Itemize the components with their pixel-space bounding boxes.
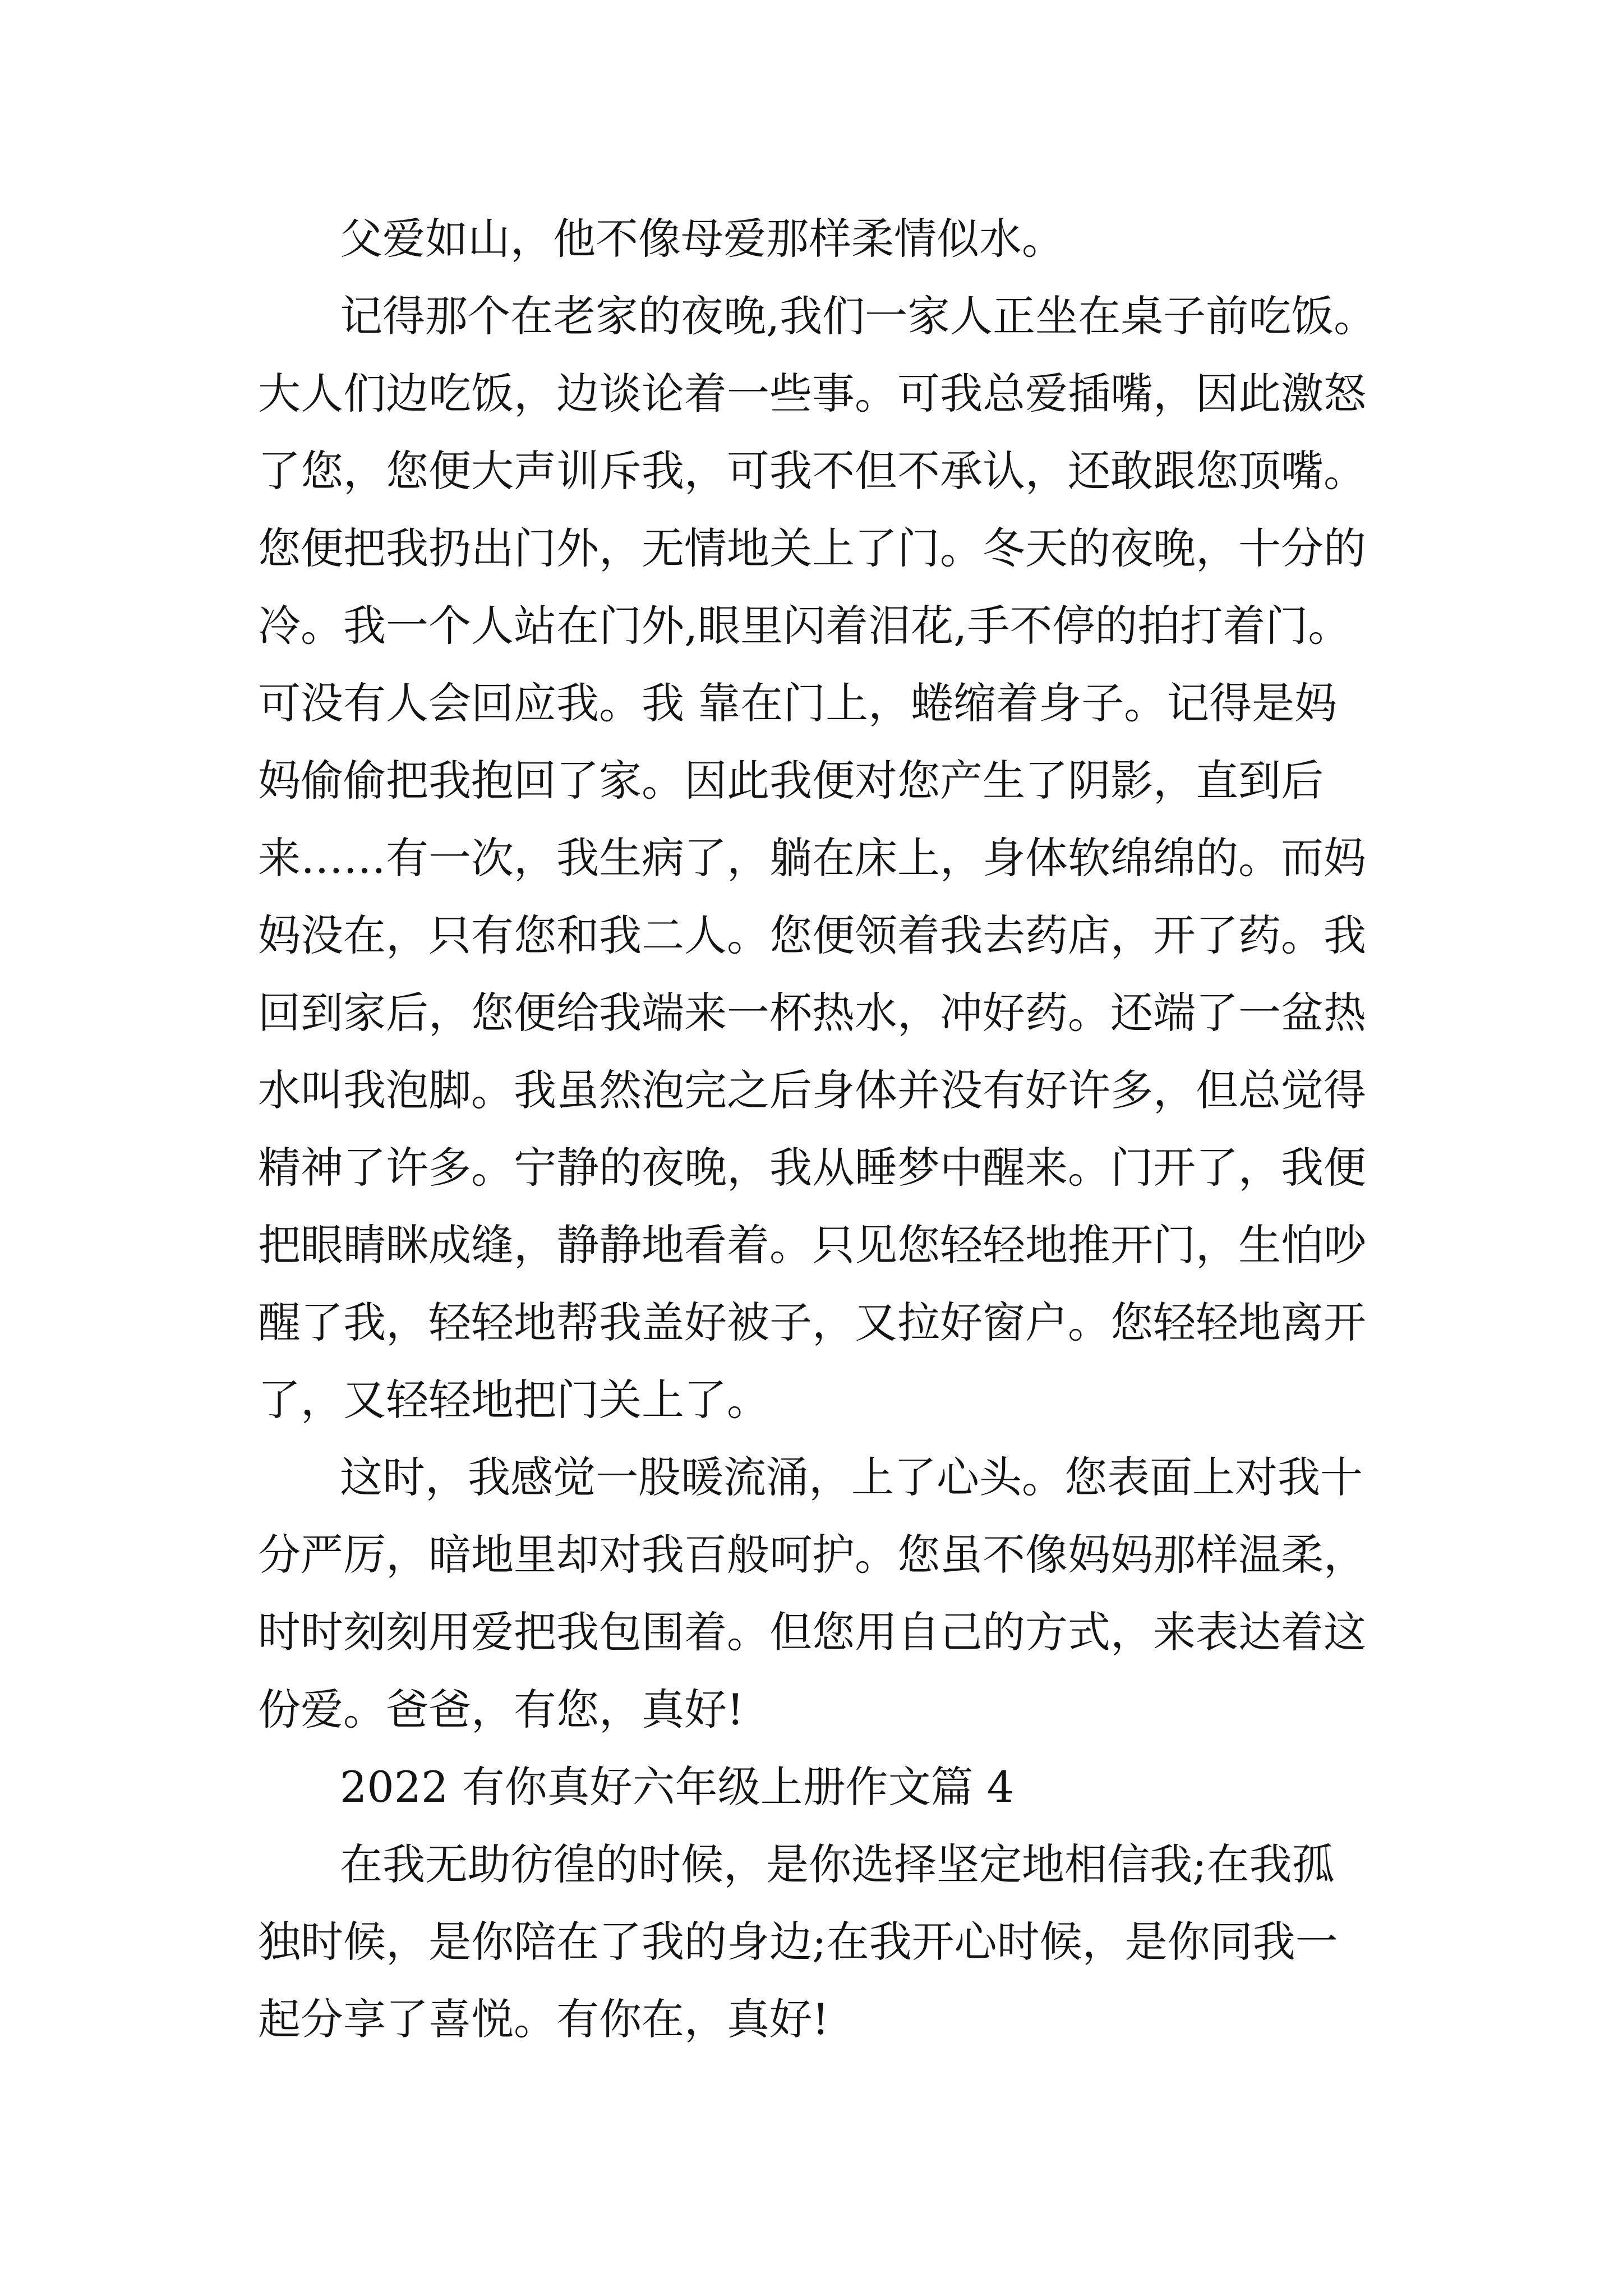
text-line: 大人们边吃饭，边谈论着一些事。可我总爱插嘴，因此激怒 [258, 369, 1366, 418]
text-line: 在我无助彷徨的时候，是你选择坚定地相信我;在我孤 [340, 1839, 1335, 1889]
text-line: 可没有人会回应我。我 靠在门上，蜷缩着身子。记得是妈 [258, 678, 1338, 728]
text-line: 份爱。爸爸，有您，真好! [258, 1685, 744, 1734]
paragraph-essay-4 [258, 1826, 1492, 2058]
text-line: 分严厉，暗地里却对我百般呵护。您虽不像妈妈那样温柔， [258, 1530, 1366, 1580]
text-line: 冷。我一个人站在门外,眼里闪着泪花,手不停的拍打着门。 [258, 601, 1351, 651]
paragraph-reflection [258, 1439, 1492, 1749]
text-line: 这时，我感觉一股暖流涌，上了心头。您表面上对我十 [340, 1452, 1363, 1502]
text-line: 醒了我，轻轻地帮我盖好被子，又拉好窗户。您轻轻地离开 [258, 1297, 1366, 1347]
paragraph-memory [258, 278, 1492, 1439]
text-line: 您便把我扔出门外，无情地关上了门。冬天的夜晚，十分的 [258, 523, 1366, 573]
text-line: 回到家后，您便给我端来一杯热水，冲好药。还端了一盆热 [258, 988, 1366, 1038]
text-line: 妈没在，只有您和我二人。您便领着我去药店，开了药。我 [258, 910, 1366, 960]
text-line: 了，又轻轻地把门关上了。 [258, 1375, 769, 1425]
text-line: 父爱如山，他不像母爱那样柔情似水。 [340, 214, 1064, 264]
text-line: 独时候，是你陪在了我的身边;在我开心时候，是你同我一 [258, 1917, 1338, 1967]
text-line: 来……有一次，我生病了，躺在床上，身体软绵绵的。而妈 [258, 833, 1366, 883]
document-body [258, 200, 1492, 2058]
text-line: 把眼睛眯成缝，静静地看着。只见您轻轻地推开门，生怕吵 [258, 1220, 1366, 1270]
text-line: 水叫我泡脚。我虽然泡完之后身体并没有好许多，但总觉得 [258, 1065, 1366, 1115]
heading-line: 2022 有你真好六年级上册作文篇 4 [340, 1762, 1015, 1812]
text-line: 妈偷偷把我抱回了家。因此我便对您产生了阴影，直到后 [258, 756, 1324, 806]
text-line: 起分享了喜悦。有你在，真好! [258, 1994, 829, 2044]
section-heading [258, 1749, 1492, 1826]
text-line: 精神了许多。宁静的夜晚，我从睡梦中醒来。门开了，我便 [258, 1143, 1366, 1193]
paragraph-intro [258, 200, 1492, 278]
text-line: 记得那个在老家的夜晚,我们一家人正坐在桌子前吃饭。 [340, 291, 1377, 341]
text-line: 了您，您便大声训斥我，可我不但不承认，还敢跟您顶嘴。 [258, 446, 1366, 496]
text-line: 时时刻刻用爱把我包围着。但您用自己的方式，来表达着这 [258, 1607, 1366, 1657]
